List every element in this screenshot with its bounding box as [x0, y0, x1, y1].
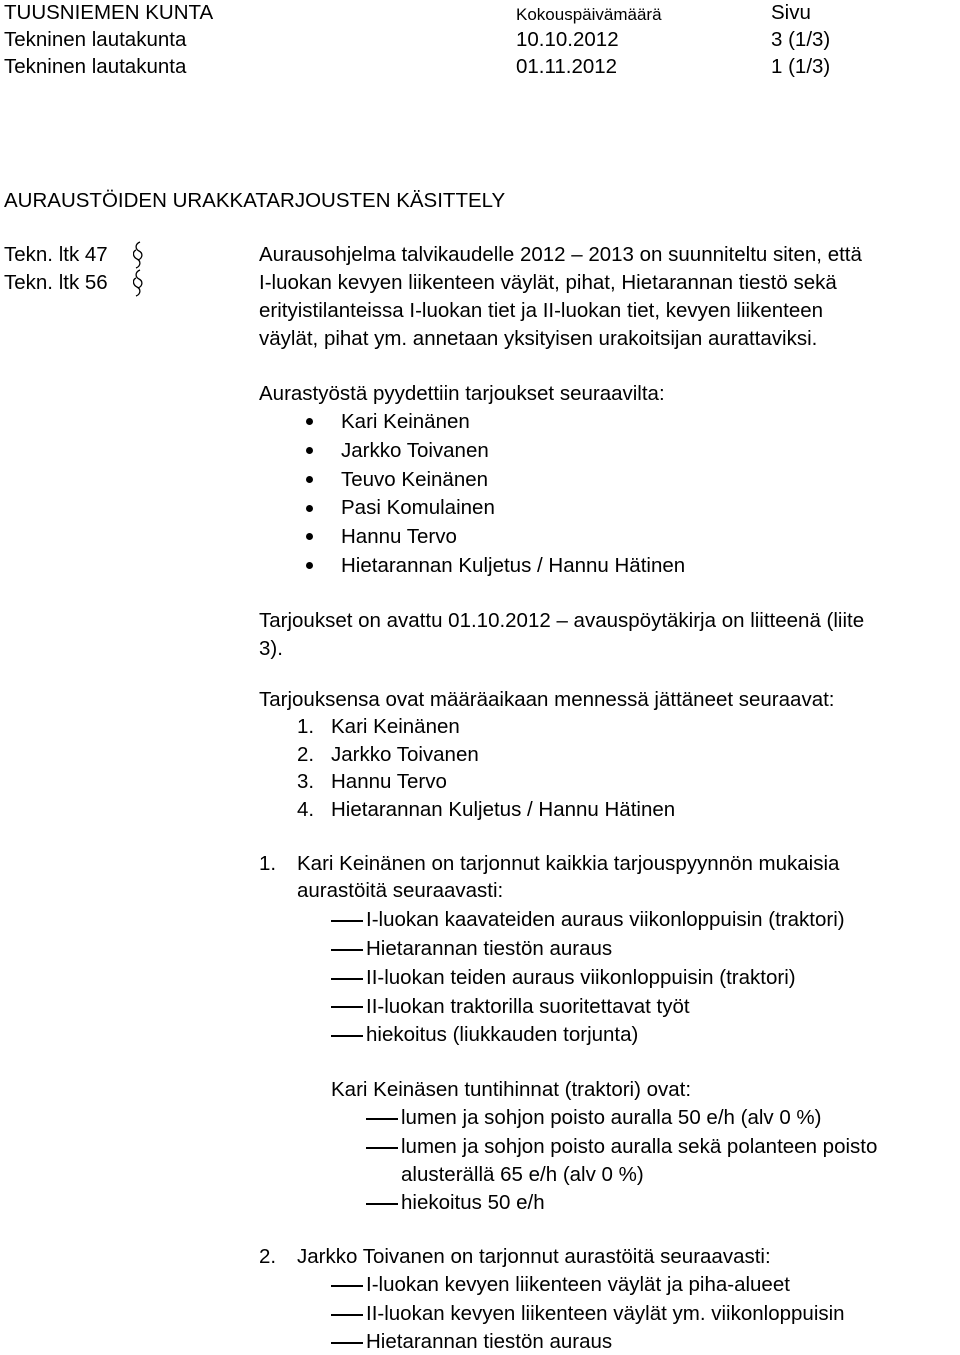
- offer1-item: II-luokan teiden auraus viikonloppuisin (traktori): [366, 966, 796, 989]
- requested-item: Pasi Komulainen: [341, 496, 495, 519]
- offer-num: 2.: [259, 1245, 277, 1268]
- offer1-line-1: Kari Keinänen on tarjonnut kaikkia tarjouspyynnön mukaisia: [297, 852, 840, 875]
- offer2-item: II-luokan kevyen liikenteen väylät ym. viikonloppuisin: [366, 1302, 845, 1325]
- intro-line-4: väylät, pihat ym. annetaan yksityisen urakoitsijan aurattaviksi.: [259, 327, 818, 350]
- submitted-num: 3.: [297, 770, 315, 793]
- requested-item: Kari Keinänen: [341, 410, 470, 433]
- document-title: AURAUSTÖIDEN URAKKATARJOUSTEN KÄSITTELY: [4, 189, 506, 212]
- header-body-2: Tekninen lautakunta: [4, 55, 187, 78]
- dash-icon: [331, 1035, 363, 1037]
- requests-heading: Aurastyöstä pyydettiin tarjoukset seuraavilta:: [259, 382, 665, 405]
- intro-line-2: I-luokan kevyen liikenteen väylät, pihat, Hietarannan tiestö sekä: [259, 271, 837, 294]
- section-mark-icon: [133, 240, 143, 270]
- opened-line-1: Tarjoukset on avattu 01.10.2012 – avauspöytäkirja on liitteenä (liite: [259, 609, 865, 632]
- page-label: Sivu: [771, 1, 811, 24]
- price-item: hiekoitus 50 e/h: [401, 1191, 545, 1214]
- meeting-date-label: Kokouspäivämäärä: [516, 5, 662, 24]
- submitted-num: 4.: [297, 798, 315, 821]
- dash-icon: [331, 978, 363, 980]
- header-page-1: 3 (1/3): [771, 28, 831, 51]
- price-item-cont: alusterällä 65 e/h (alv 0 %): [401, 1163, 644, 1186]
- offer2-item: Hietarannan tiestön auraus: [366, 1330, 613, 1353]
- submitted-item: Hannu Tervo: [331, 770, 447, 793]
- header-date-2: 01.11.2012: [516, 55, 618, 78]
- bullet-icon: [306, 533, 313, 540]
- offer-num: 1.: [259, 852, 277, 875]
- dash-icon: [331, 1285, 363, 1287]
- intro-line-1: Aurausohjelma talvikaudelle 2012 – 2013 on suunniteltu siten, että: [259, 243, 862, 266]
- bullet-icon: [306, 447, 313, 454]
- ref-1: Tekn. ltk 47: [4, 243, 108, 266]
- submitted-heading: Tarjouksensa ovat määräaikaan mennessä jättäneet seuraavat:: [259, 688, 835, 711]
- dash-icon: [331, 1314, 363, 1316]
- header-page-2: 1 (1/3): [771, 55, 831, 78]
- requested-item: Jarkko Toivanen: [341, 439, 489, 462]
- org-name: TUUSNIEMEN KUNTA: [4, 1, 214, 24]
- offer1-item: II-luokan traktorilla suoritettavat työt: [366, 995, 690, 1018]
- requested-item: Hietarannan Kuljetus / Hannu Hätinen: [341, 554, 686, 577]
- bullet-icon: [306, 476, 313, 483]
- submitted-item: Hietarannan Kuljetus / Hannu Hätinen: [331, 798, 676, 821]
- submitted-item: Kari Keinänen: [331, 715, 460, 738]
- requested-item: Teuvo Keinänen: [341, 468, 489, 491]
- bullet-icon: [306, 505, 313, 512]
- bullet-icon: [306, 562, 313, 569]
- price-item: lumen ja sohjon poisto auralla sekä polanteen poisto: [401, 1135, 878, 1158]
- offer1-line-2: aurastöitä seuraavasti:: [297, 879, 504, 902]
- bullet-icon: [306, 418, 313, 425]
- offer1-item: hiekoitus (liukkauden torjunta): [366, 1023, 639, 1046]
- dash-icon: [331, 920, 363, 922]
- requested-item: Hannu Tervo: [341, 525, 457, 548]
- submitted-item: Jarkko Toivanen: [331, 743, 479, 766]
- ref-2: Tekn. ltk 56: [4, 271, 108, 294]
- header-body-1: Tekninen lautakunta: [4, 28, 187, 51]
- header-date-1: 10.10.2012: [516, 28, 619, 51]
- dash-icon: [331, 949, 363, 951]
- opened-line-2: 3).: [259, 637, 283, 660]
- dash-icon: [331, 1006, 363, 1008]
- dash-icon: [331, 1342, 363, 1344]
- offer2-line-1: Jarkko Toivanen on tarjonnut aurastöitä seuraavasti:: [297, 1245, 771, 1268]
- prices-heading: Kari Keinäsen tuntihinnat (traktori) ovat:: [331, 1078, 692, 1101]
- offer1-item: Hietarannan tiestön auraus: [366, 937, 613, 960]
- submitted-num: 2.: [297, 743, 315, 766]
- submitted-num: 1.: [297, 715, 315, 738]
- dash-icon: [366, 1118, 398, 1120]
- intro-line-3: erityistilanteissa I-luokan tiet ja II-luokan tiet, kevyen liikenteen: [259, 299, 824, 322]
- offer1-item: I-luokan kaavateiden auraus viikonloppuisin (traktori): [366, 908, 845, 931]
- dash-icon: [366, 1203, 398, 1205]
- price-item: lumen ja sohjon poisto auralla 50 e/h (alv 0 %): [401, 1106, 822, 1129]
- section-mark-icon: [133, 268, 143, 298]
- offer2-item: I-luokan kevyen liikenteen väylät ja piha-alueet: [366, 1273, 790, 1296]
- dash-icon: [366, 1147, 398, 1149]
